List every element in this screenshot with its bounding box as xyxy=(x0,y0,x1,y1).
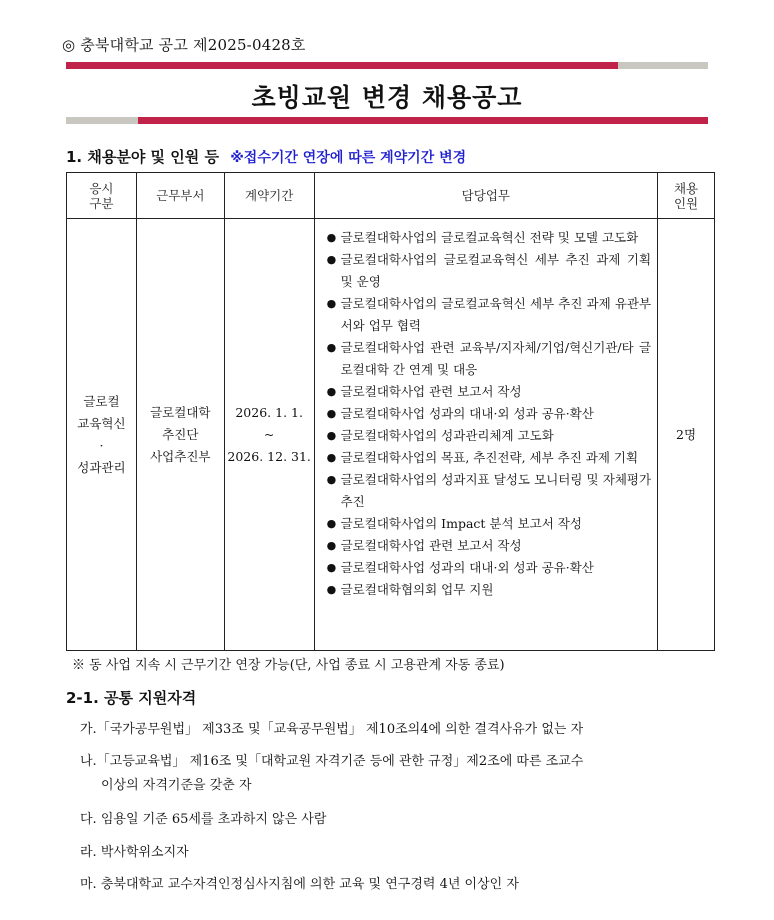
cell-duties xyxy=(314,219,657,651)
bullet-icon: ● xyxy=(326,539,337,552)
table-header-row xyxy=(67,173,715,219)
table-footnote: ※ 동 사업 지속 시 근무기간 연장 가능(단, 사업 종료 시 고용관계 자동 종료) xyxy=(72,658,505,673)
section-1-title: 1. 채용분야 및 인원 등 xyxy=(66,148,219,166)
bullet-icon: ● xyxy=(326,517,337,530)
duty-text: 글로컬대학사업 성과의 대내·외 성과 공유·확산 xyxy=(340,406,594,421)
cell-count: 2명 xyxy=(658,219,715,651)
col-header-count-line2: 인원 xyxy=(673,195,699,211)
divider-gray-segment xyxy=(66,117,138,124)
duty-text: 글로컬대학사업의 글로컬교육혁신 전략 및 모델 고도화 xyxy=(340,230,639,245)
bullet-icon: ● xyxy=(326,583,337,596)
duty-list xyxy=(325,227,651,601)
section-2-heading: 2-1. 공통 지원자격 xyxy=(66,689,197,707)
divider-accent-segment xyxy=(66,62,618,69)
duty-text: 글로컬대학사업의 글로컬교육혁신 세부 추진 과제 유관부서와 업무 협력 xyxy=(340,296,652,333)
period-separator: ~ xyxy=(263,426,275,442)
bullet-icon: ● xyxy=(326,253,337,266)
col-header-type-line2: 구분 xyxy=(89,195,114,211)
bullet-icon: ● xyxy=(326,231,337,244)
duty-text: 글로컬대학사업의 성과관리체계 고도화 xyxy=(340,428,554,443)
duty-item xyxy=(325,425,651,447)
duty-text: 글로컬대학사업의 목표, 추진전략, 세부 추진 과제 기획 xyxy=(340,450,639,465)
duty-item xyxy=(325,447,651,469)
duty-text: 글로컬대학사업의 Impact 분석 보고서 작성 xyxy=(340,516,582,531)
section-1-change-note: ※접수기간 연장에 따른 계약기간 변경 xyxy=(230,150,467,166)
qualification-item-a: 가.「국가공무원법」 제33조 및「교육공무원법」 제10조의4에 의한 결격사유가 없는 자 xyxy=(80,722,584,737)
dept-line: 사업추진부 xyxy=(150,448,211,464)
duty-item xyxy=(325,403,651,425)
duty-item xyxy=(325,337,651,381)
col-header-count-line1: 채용 xyxy=(673,180,699,196)
section-1-heading xyxy=(66,146,466,167)
duty-item xyxy=(325,513,651,535)
bullet-icon: ● xyxy=(326,451,337,464)
col-header-count xyxy=(658,173,715,219)
dept-line: 추진단 xyxy=(162,426,199,442)
period-end: 2026. 12. 31. xyxy=(227,448,311,464)
col-header-type xyxy=(67,173,137,219)
bullet-icon: ● xyxy=(326,561,337,574)
qualification-item-b xyxy=(80,750,720,798)
cell-period xyxy=(224,219,314,651)
qualification-item-b-line2: 이상의 자격기준을 갖춘 자 xyxy=(101,778,252,793)
page-title: 초빙교원 변경 채용공고 xyxy=(251,83,523,112)
duty-text: 글로컬대학사업 관련 교육부/지자체/기업/혁신기관/타 글로컬대학 간 연계 및 대응 xyxy=(340,340,652,377)
duty-item xyxy=(325,469,651,513)
type-line: 성과관리 xyxy=(77,459,126,475)
type-line: 교육혁신 xyxy=(77,415,126,431)
notice-number: ◎ 충북대학교 공고 제2025-0428호 xyxy=(62,36,306,54)
recruitment-table xyxy=(66,172,715,651)
duty-item xyxy=(325,535,651,557)
col-header-dept: 근무부서 xyxy=(136,173,224,219)
header-divider-top xyxy=(66,62,708,69)
period-start: 2026. 1. 1. xyxy=(235,404,303,420)
type-line: · xyxy=(99,437,104,453)
bullet-icon: ● xyxy=(326,297,337,310)
duty-item xyxy=(325,249,651,293)
duty-item xyxy=(325,293,651,337)
table-row xyxy=(67,219,715,651)
qualification-item-b-line1: 나.「고등교육법」 제16조 및「대학교원 자격기준 등에 관한 규정」제2조에 따른 조교수 xyxy=(80,754,584,769)
duty-text: 글로컬대학협의회 업무 지원 xyxy=(340,582,494,597)
duty-item xyxy=(325,227,651,249)
divider-gray-segment xyxy=(618,62,708,69)
bullet-icon: ● xyxy=(326,341,337,354)
duty-text: 글로컬대학사업의 성과지표 달성도 모니터링 및 자체평가 추진 xyxy=(340,472,652,509)
dept-line: 글로컬대학 xyxy=(150,404,211,420)
col-header-duties: 담당업무 xyxy=(314,173,657,219)
qualification-item-d: 라. 박사학위소지자 xyxy=(80,845,189,860)
col-header-type-line1: 응시 xyxy=(89,180,114,196)
col-header-period: 계약기간 xyxy=(224,173,314,219)
bullet-icon: ● xyxy=(326,407,337,420)
type-line: 글로컬 xyxy=(83,393,120,409)
duty-text: 글로컬대학사업 성과의 대내·외 성과 공유·확산 xyxy=(340,560,594,575)
cell-dept xyxy=(136,219,224,651)
bullet-icon: ● xyxy=(326,429,337,442)
duty-text: 글로컬대학사업 관련 보고서 작성 xyxy=(340,538,522,553)
bullet-icon: ● xyxy=(326,385,337,398)
duty-text: 글로컬대학사업 관련 보고서 작성 xyxy=(340,384,522,399)
qualification-item-c: 다. 임용일 기준 65세를 초과하지 않은 사람 xyxy=(80,812,327,827)
header-divider-bottom xyxy=(66,117,708,124)
divider-accent-segment xyxy=(138,117,708,124)
qualification-item-e: 마. 충북대학교 교수자격인정심사지침에 의한 교육 및 연구경력 4년 이상인 자 xyxy=(80,877,519,892)
cell-type xyxy=(67,219,137,651)
duty-item xyxy=(325,381,651,403)
bullet-icon: ● xyxy=(326,473,337,486)
duty-item xyxy=(325,557,651,579)
duty-text: 글로컬대학사업의 글로컬교육혁신 세부 추진 과제 기획 및 운영 xyxy=(340,252,652,289)
duty-item xyxy=(325,579,651,601)
